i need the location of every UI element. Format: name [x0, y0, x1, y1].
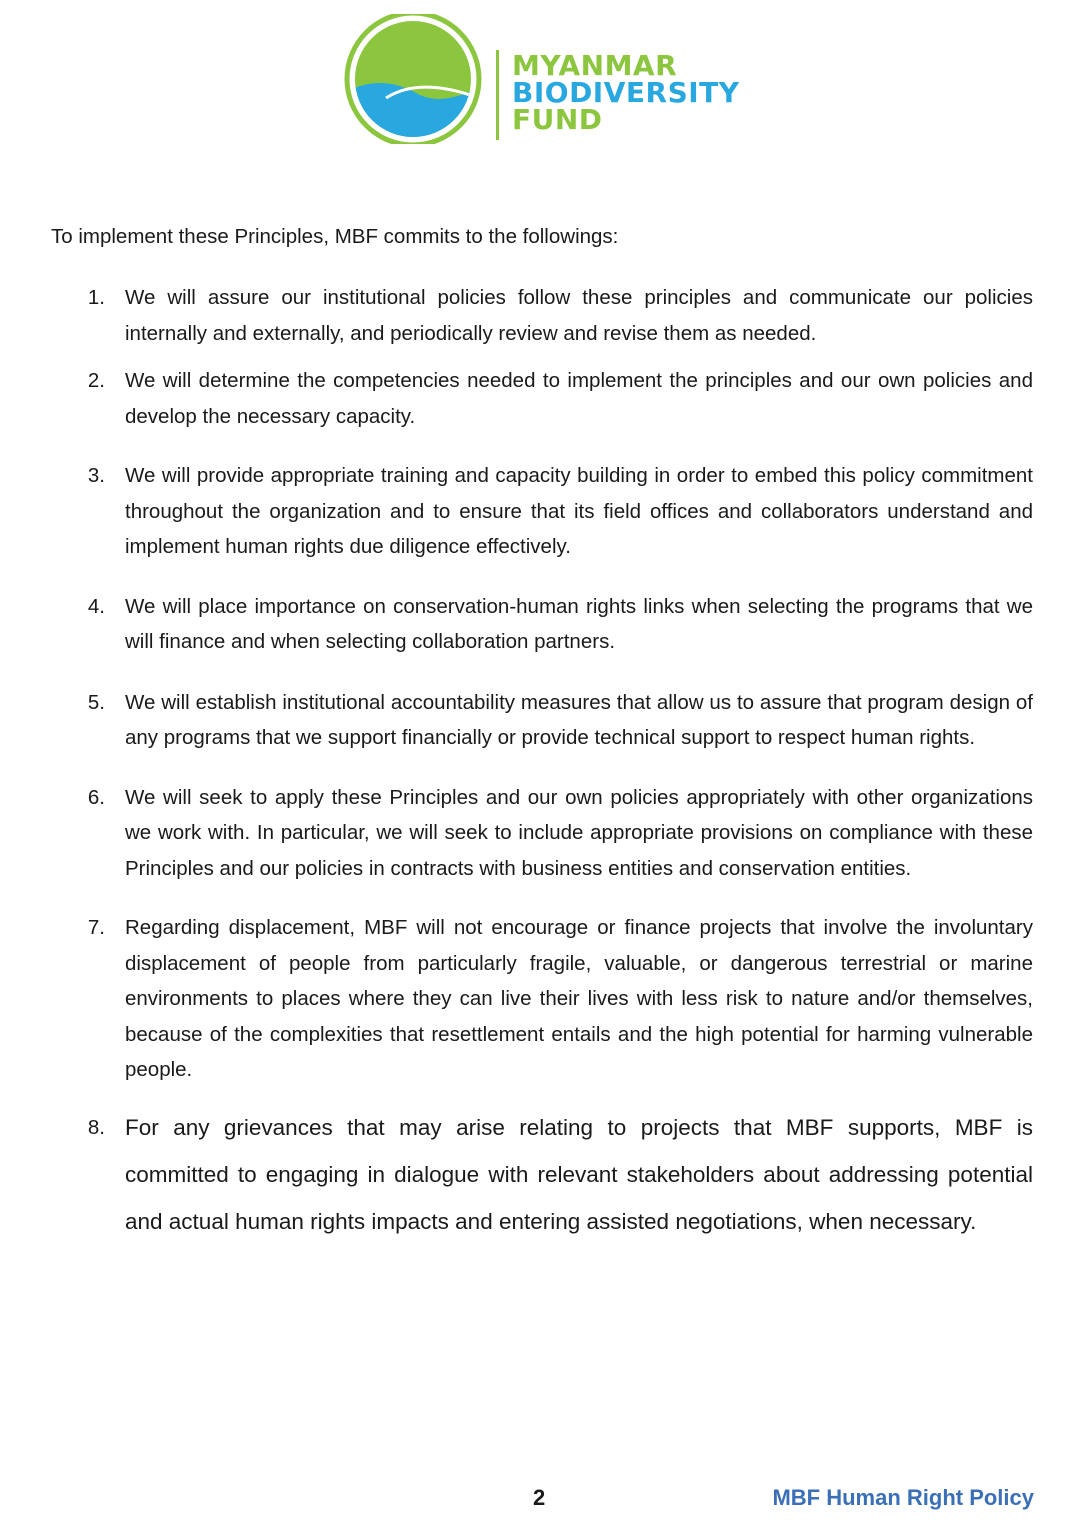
item-text: Regarding displacement, MBF will not encourage or finance projects that involve the involuntary displacement of people from particularly fragile, valuable, or dangerous terrestrial or marine environments to places where they can live their lives with less risk to nature and/or themselves, because of the complexities that resettlement entails and the high potential for harming vulnerable people.: [125, 916, 1033, 1081]
commitment-item-3: [51, 458, 1033, 565]
commitment-item-1: [51, 280, 1033, 351]
footer-document-title: MBF Human Right Policy: [772, 1485, 1034, 1510]
item-number: 2.: [87, 369, 105, 392]
commitment-item-6: [51, 780, 1033, 887]
item-text: We will assure our institutional policies follow these principles and communicate our policies internally and externally, and periodically review and revise them as needed.: [125, 286, 1033, 345]
logo-line-biodiversity: BIODIVERSITY: [512, 76, 740, 109]
logo-line-fund: FUND: [512, 103, 603, 136]
intro-paragraph: To implement these Principles, MBF commits to the followings:: [51, 225, 619, 248]
item-number: 7.: [87, 916, 105, 939]
commitment-item-7: [51, 910, 1033, 1088]
commitment-item-8: [51, 1104, 1033, 1245]
item-number: 4.: [87, 594, 105, 618]
item-number: 5.: [87, 690, 105, 714]
item-text: We will provide appropriate training and capacity building in order to embed this policy commitment throughout the organization and to ensure that its field offices and collaborators understand and implement human rights due diligence effectively.: [125, 464, 1033, 558]
item-text: We will establish institutional accountability measures that allow us to assure that program design of any programs that we support financially or provide technical support to respect human rights.: [125, 690, 1033, 749]
commitment-item-5: [51, 685, 1033, 756]
commitment-item-2: [51, 363, 1033, 434]
logo-line-myanmar: MYANMAR: [512, 49, 678, 82]
commitment-item-4: [51, 589, 1033, 660]
logo-divider: [496, 50, 499, 140]
item-text: For any grievances that may arise relating to projects that MBF supports, MBF is committed to engaging in dialogue with relevant stakeholders about addressing potential and actual human rights impacts and entering assisted negotiations, when necessary.: [125, 1114, 1033, 1234]
item-number: 3.: [87, 464, 105, 487]
logo-emblem-icon: [338, 14, 488, 144]
item-number: 8.: [87, 1115, 105, 1139]
logo-wordmark: [512, 49, 740, 136]
item-number: 1.: [87, 286, 105, 309]
item-number: 6.: [87, 785, 105, 809]
page-number: 2: [533, 1485, 546, 1510]
item-text: We will determine the competencies needed to implement the principles and our own policies and develop the necessary capacity.: [125, 369, 1033, 428]
mbf-logo: [338, 14, 758, 134]
item-text: We will place importance on conservation-human rights links when selecting the programs that we will finance and when selecting collaboration partners.: [125, 594, 1033, 653]
item-text: We will seek to apply these Principles and our own policies appropriately with other organizations we work with. In particular, we will seek to include appropriate provisions on compliance with these Principles and our policies in contracts with business entities and conservation entities.: [125, 785, 1033, 880]
commitments-list: [51, 280, 1033, 1245]
